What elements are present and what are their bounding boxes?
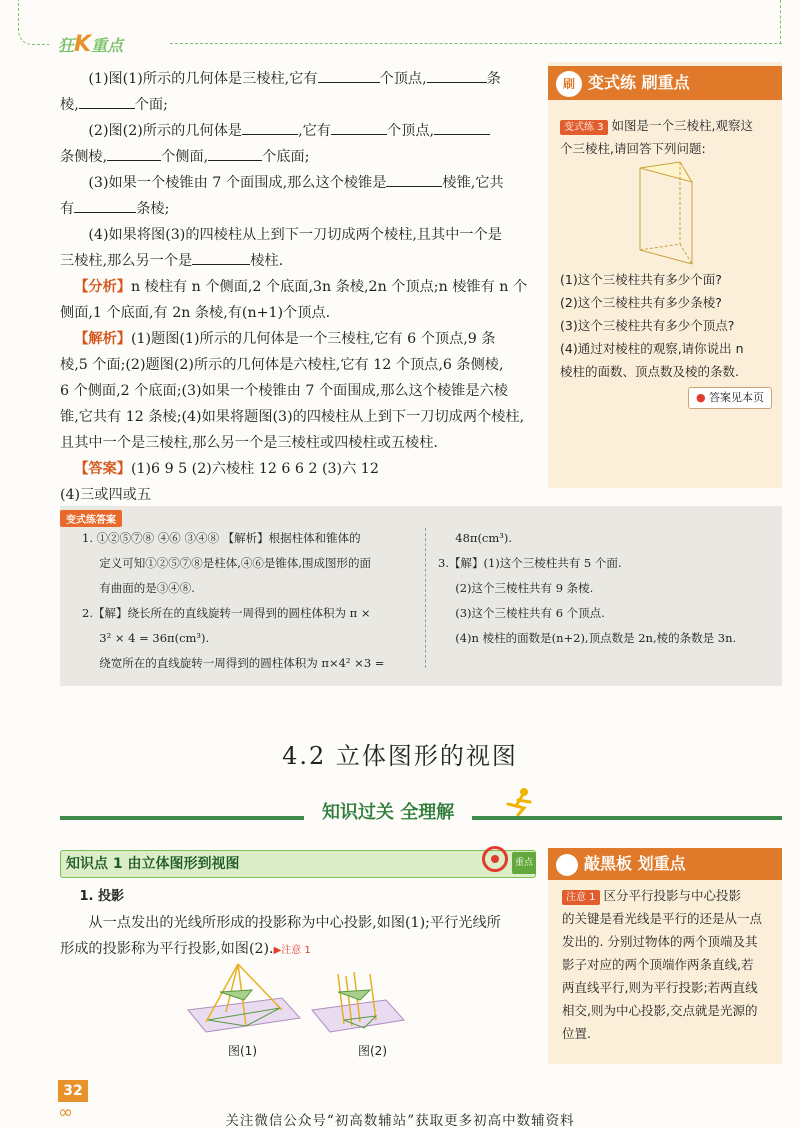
knowledge-text: 1. 投影 从一点发出的光线所形成的投影称为中心投影,如图(1);平行光线所 形成的投影称为平行投影,如图(2).▶注意 1 <box>60 884 538 964</box>
header-dashed-line <box>170 43 782 44</box>
variant-questions: (1)这个三棱柱共有多少个面? (2)这个三棱柱共有多少条棱? (3)这个三棱柱共有多少个顶点? (4)通过对棱柱的观察,请你说出 n 棱柱的面数、顶点数及棱的条数. <box>560 272 744 379</box>
answers-right-column: 48π(cm³). 3.【解】(1)这个三棱柱共有 5 个面. (2)这个三棱柱共有 9 条棱. (3)这个三棱柱共有 6 个顶点. (4)n 棱柱的面数是(n+2),顶点数是 2n,棱的条数是 3n. <box>438 531 737 645</box>
figure-1-caption: 图(1) <box>228 1044 257 1058</box>
variant-practice-title: 变式练 刷重点 <box>588 73 690 92</box>
header-dashed-vertical <box>780 0 781 44</box>
infinity-icon: ∞ <box>58 1102 73 1123</box>
answers-divider <box>425 528 426 668</box>
blackboard-title: 敲黑板 划重点 <box>584 854 686 873</box>
note-reference[interactable]: ▶注意 1 <box>273 945 311 956</box>
key-point-badge: 重点 <box>512 852 536 874</box>
hand-icon <box>556 854 578 876</box>
solution-tag: 【解析】 <box>74 331 131 347</box>
answer-reference-button[interactable] <box>688 387 772 409</box>
answer-reference-label: 答案见本页 <box>709 391 765 404</box>
central-projection-figure <box>186 962 302 1044</box>
header-corner-decoration <box>18 0 49 45</box>
note-badge: 注意 1 <box>562 890 600 905</box>
answer-tag: 【答案】 <box>74 461 131 477</box>
figure-2-caption: 图(2) <box>358 1044 387 1058</box>
variant-practice-header <box>548 66 782 100</box>
brush-icon: 刷 <box>556 71 582 97</box>
answers-left-column: 1. ①②⑤⑦⑧ ④⑥ ③④⑧ 【解析】根据柱体和锥体的 定义可知①②⑤⑦⑧是柱体,④⑥是锥体,围成图形的面 有曲面的是③④⑧. 2.【解】绕长所在的直线旋转一周得到的圆柱体积为 π × 3² × 4 = 36π(cm³). 绕宽所在的直线旋转一周得到的圆柱体积为 π×4² ×3 = <box>82 531 385 670</box>
logo-k: K <box>74 32 92 57</box>
parallel-projection-figure <box>310 970 406 1042</box>
target-icon <box>482 846 508 872</box>
blackboard-text: 注意 1 区分平行投影与中心投影 的关键是看光线是平行的还是从一点 发出的. 分别过物体的两个顶端及其 影子对应的两个顶端作两条直线,若 两直线平行,则为平行投影;若两直线 相交,则为中心投影,交点就是光源的 位置. <box>562 888 763 1041</box>
variant-badge: 变式练 3 <box>560 120 608 135</box>
knowledge-point-label: 知识点 1 由立体图形到视图 <box>66 856 240 872</box>
projection-heading: 1. 投影 <box>79 889 125 904</box>
blackboard-header <box>548 848 782 880</box>
footer-text: 关注微信公众号“初高数辅站”获取更多初高中数辅资料 <box>225 1113 575 1129</box>
pin-icon: ● <box>695 391 706 404</box>
section-title: 4.2 立体图形的视图 <box>282 742 518 770</box>
variant-question-intro: 变式练 3 如图是一个三棱柱,观察这 个三棱柱,请回答下列问题: <box>560 118 754 156</box>
variant-answers-tag: 变式练答案 <box>60 510 122 527</box>
page-number: 32 <box>58 1080 88 1102</box>
analysis-tag: 【分析】 <box>74 279 131 295</box>
ribbon-title: 知识过关 全理解 <box>304 798 472 824</box>
logo-suffix: 重点 <box>91 36 124 55</box>
runner-icon <box>504 786 536 816</box>
header-logo <box>58 32 123 57</box>
example-text: (1)图(1)所示的几何体是三棱柱,它有 个顶点, 条 棱, 个面; (2)图(2)所示的几何体是 ,它有 个顶点, 条侧棱, 个侧面, 个底面; (3)如果一个棱锥由 7 个面围成,那么这个棱锥是 棱锥,它共 有 条棱; (4)如果将图(3)的四棱柱从上到下一刀切成两个棱柱,且其中一个是 三棱柱,那么另一个是 棱柱. 【分析】n 棱柱有 n 个侧面,2 个底面,3n 条棱,2n 个顶点;n 棱锥有 n 个 侧面,1 个底面,有 2n 条棱,有(n+1)个顶点. 【解析】(1)题图(1)所示的几何体是一个三棱柱,它有 6 个顶点,9 条 棱,5 个面;(2)题图(2)所示的几何体是六棱柱,它有 12 个顶点,6 条侧棱, 6 个侧面,2 个底面;(3)如果一个棱锥由 7 个面围成,那么这个棱锥是六棱 锥,它共有 12 条棱;(4)如果将题图(3)的四棱柱从上到下一刀切成两个棱柱, 且其中一个是三棱柱,那么另一个是三棱柱或四棱柱或五棱柱. 【答案】(1)6 9 5 (2)六棱柱 12 6 6 2 (3)六 12 (4)三或四或五 <box>60 71 528 503</box>
triangular-prism-figure <box>630 160 700 270</box>
logo-prefix: 狂 <box>58 36 75 55</box>
